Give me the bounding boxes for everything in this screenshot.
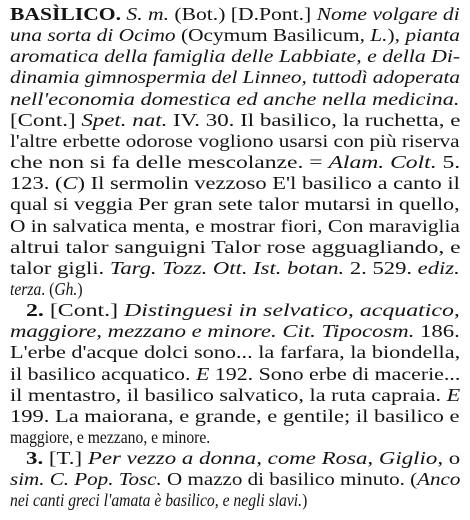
text-run: . ( (41, 278, 55, 299)
italic-text: ediz. (417, 257, 460, 278)
italic-text: E (446, 384, 461, 405)
italic-text: Targ. Tozz. Ott. Ist. botan. (109, 257, 345, 278)
text-run: IV. 30. Il basilico, la ruchetta, e (167, 109, 461, 130)
italic-text: Anco (417, 469, 461, 490)
italic-text: dinamia gimnospermia del Linneo, tuttodì adoperata (10, 67, 460, 88)
sense-number: 2. (26, 300, 44, 321)
italic-text: Distinguesi in selvatico, acquatico, (124, 300, 460, 321)
text-run: O in salvatica menta, e mostrar fiori, Con maraviglia (10, 215, 460, 236)
text-run: 199. La maiorana, e grande, e gentile; il basilico e (10, 405, 460, 426)
text-run: 192. Sono erbe di macerie... (209, 363, 461, 384)
italic-text: pianta (405, 25, 460, 46)
text-run: L'erbe d'acque dolci sono... la farfara, la biondella, (10, 342, 461, 363)
italic-text: nei canti greci l'amata è basilico, e negli slavi. (10, 490, 303, 511)
italic-text: nell'economia domestica ed anche nella medicina. (10, 88, 460, 109)
text-run: ), (387, 25, 406, 46)
italic-text: sim. C. Pop. Tosc. (10, 469, 162, 490)
text-run: ) (77, 278, 83, 299)
italic-text: Cit. Tipocosm. (282, 321, 415, 342)
text-run: l'altre erbette odorose vogliono usarsi con più riserva (10, 130, 460, 151)
italic-text: Spet. nat. (81, 109, 168, 130)
italic-text: aromatica della famiglia delle Labbiate, e della Di- (10, 46, 461, 67)
text-run: qual si veggia Per gran sete talor mutarsi in quello, (10, 194, 460, 215)
dictionary-entry (10, 0, 466, 520)
italic-text: Alam. Colt. (328, 152, 437, 173)
sense-number: 3. (26, 448, 44, 469)
text-run: 123. ( (10, 173, 63, 194)
text-run: ) Il sermolin vezzoso E'l basilico a canto il (77, 173, 460, 194)
italic-text: una sorta di Ocimo (10, 25, 176, 46)
text-run: maggiore, e mezzano, e minore. (10, 427, 211, 447)
italic-text: Gh. (54, 278, 78, 299)
text-run: 2. 529. (344, 257, 418, 278)
text-run: 186. (414, 321, 460, 342)
text-run: il mentastro, il basilico salvatico, la ruta capraia. (10, 384, 447, 405)
entry-line (10, 487, 307, 513)
italic-text: S. m. (126, 4, 170, 24)
text-run: [T.] (43, 448, 88, 469)
italic-text: Nome volgare di (316, 4, 460, 24)
italic-text: E (195, 363, 210, 384)
italic-text: terza (10, 278, 42, 299)
text-run: altrui talor sanguigni Talor rose agguagliando, e (10, 236, 461, 257)
italic-text: L. (370, 25, 388, 46)
text-run: ) (302, 490, 308, 511)
text-run: 5. (436, 152, 461, 173)
italic-text: C (62, 173, 78, 194)
text-run: [Cont.] (43, 300, 125, 321)
text-run: o (443, 448, 461, 469)
text-run: (Ocymum Basilicum, (175, 25, 371, 46)
italic-text: Per vezzo a donna, come Rosa, Giglio, (87, 448, 444, 469)
italic-text: maggiore, mezzano e minore. (10, 321, 277, 342)
text-run: che non si fa delle mescolanze. = (10, 152, 329, 173)
text-run: O mazzo di basilico minuto. ( (161, 469, 418, 490)
text-run: talor gigli. (10, 257, 110, 278)
text-run: [Cont.] (10, 109, 82, 130)
sense-number: BASÌLICO. (10, 4, 122, 24)
text-run: il basilico acquatico. (10, 363, 196, 384)
text-run: (Bot.) [D.Pont.] (169, 4, 317, 24)
